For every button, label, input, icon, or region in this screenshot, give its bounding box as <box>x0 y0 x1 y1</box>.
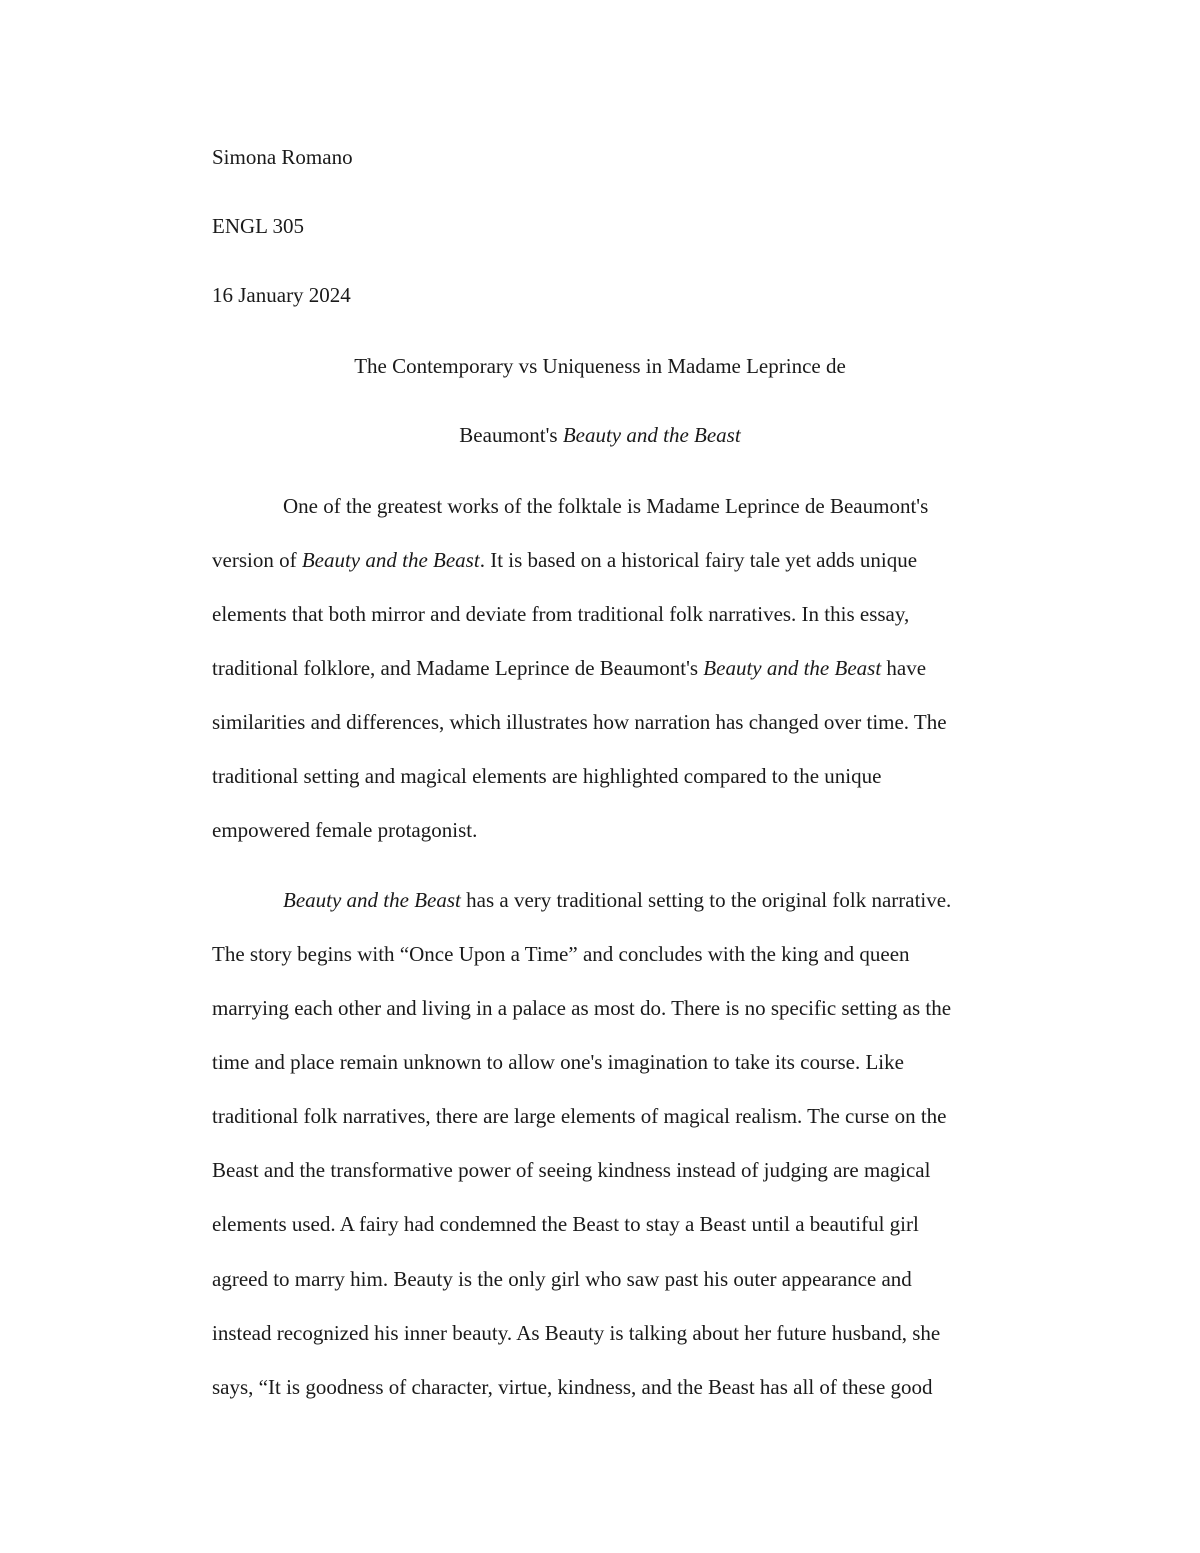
essay-title-line-1: The Contemporary vs Uniqueness in Madame Leprince de <box>354 354 846 378</box>
paragraph-2-line-5: traditional folk narratives, there are large elements of magical realism. The curse on the <box>212 1104 947 1128</box>
title-italic-text: Beauty and the Beast <box>562 423 741 447</box>
paragraph-1-line-7: empowered female protagonist. <box>212 818 478 842</box>
paragraph-1-line-6: traditional setting and magical elements are highlighted compared to the unique <box>212 764 882 788</box>
text-segment: have <box>881 656 927 680</box>
paragraph-2-line-9: instead recognized his inner beauty. As Beauty is talking about her future husband, she <box>212 1321 941 1345</box>
text-segment: has a very traditional setting to the original folk narrative. <box>460 888 952 912</box>
paragraph-2-line-7: elements used. A fairy had condemned the Beast to stay a Beast until a beautiful girl <box>212 1212 919 1236</box>
paragraph-2-line-4: time and place remain unknown to allow one's imagination to take its course. Like <box>212 1050 904 1074</box>
paragraph-2-line-10: says, “It is goodness of character, virtue, kindness, and the Beast has all of these good <box>212 1375 933 1399</box>
paragraph-2-line-2: The story begins with “Once Upon a Time” and concludes with the king and queen <box>212 942 910 966</box>
italic-title-segment: Beauty and the Beast <box>703 656 882 680</box>
paragraph-2-line-3: marrying each other and living in a palace as most do. There is no specific setting as the <box>212 996 952 1020</box>
paragraph-1-line-5: similarities and differences, which illustrates how narration has changed over time. The <box>212 710 947 734</box>
title-text: Beaumont's <box>459 423 563 447</box>
paragraph-2-line-6: Beast and the transformative power of seeing kindness instead of judging are magical <box>212 1158 931 1182</box>
author-name: Simona Romano <box>212 145 353 169</box>
paragraph-2-line-8: agreed to marry him. Beauty is the only girl who saw past his outer appearance and <box>212 1267 912 1291</box>
text-segment: . It is based on a historical fairy tale yet adds unique <box>479 548 918 572</box>
paragraph-1-line-3: elements that both mirror and deviate from traditional folk narratives. In this essay, <box>212 602 910 626</box>
text-segment: traditional folklore, and Madame Leprince de Beaumont's <box>212 656 704 680</box>
text-segment: version of <box>212 548 302 572</box>
paragraph-1-line-2 <box>212 546 917 574</box>
paragraph-2-line-1 <box>283 886 951 914</box>
paragraph-1-line-1: One of the greatest works of the folktale is Madame Leprince de Beaumont's <box>283 494 929 518</box>
essay-date: 16 January 2024 <box>212 283 351 307</box>
italic-title-segment: Beauty and the Beast <box>301 548 480 572</box>
essay-title-line-2 <box>0 421 1200 449</box>
italic-title-segment: Beauty and the Beast <box>283 888 461 912</box>
paragraph-1-line-4 <box>212 654 926 682</box>
course-name: ENGL 305 <box>212 214 304 238</box>
